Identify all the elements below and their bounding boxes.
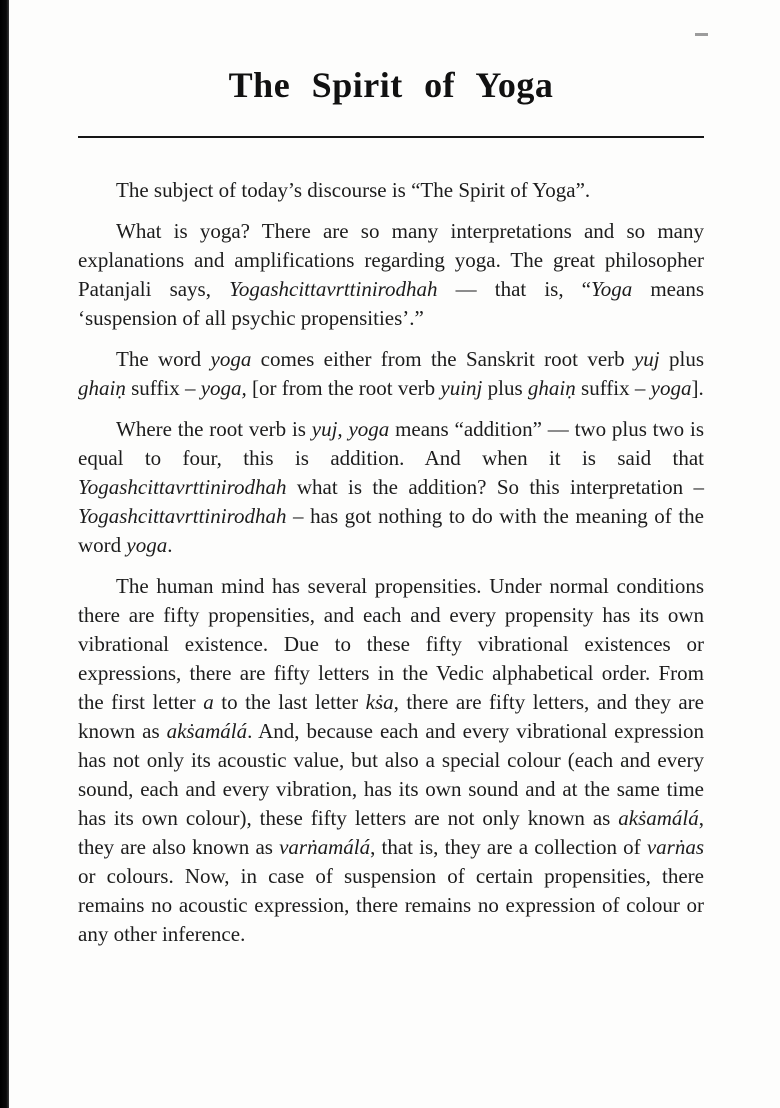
text-run: . bbox=[167, 533, 173, 557]
text-run: The word bbox=[116, 347, 211, 371]
text-run: [or from the root verb bbox=[246, 376, 441, 400]
text-run: to the last letter bbox=[213, 690, 366, 714]
italic-text-run: Yogashcittavrttinirodhah bbox=[78, 475, 287, 499]
text-run: what is the addition? So this interpretation – bbox=[286, 475, 704, 499]
italic-text-run: yoga bbox=[650, 376, 692, 400]
text-run: , that is, they are a collection of bbox=[370, 835, 647, 859]
paragraph bbox=[78, 345, 704, 403]
text-run: plus bbox=[482, 376, 528, 400]
italic-text-run: varṅas bbox=[646, 835, 704, 859]
text-run: The human mind has several propensities. Under normal conditions there are fifty propensities, and each and every propensity has its own vibrational existence. Due to these fifty vibrational existences or expressions, there are fifty letters in the Vedic alphabetical order. From the first letter bbox=[78, 574, 704, 714]
italic-text-run: akṡamálá bbox=[166, 719, 248, 743]
italic-text-run: varṅamálá bbox=[279, 835, 371, 859]
page-text bbox=[78, 176, 704, 949]
text-run: or colours. Now, in case of suspension of certain propensities, there remains no acoustic expression, there remains no expression of colour or any other inference. bbox=[78, 864, 704, 946]
text-run: plus bbox=[659, 347, 704, 371]
paragraph bbox=[78, 217, 704, 333]
italic-text-run: akṡamálá bbox=[618, 806, 699, 830]
text-run: ]. bbox=[691, 376, 704, 400]
text-run: suffix – bbox=[125, 376, 201, 400]
title-rule bbox=[78, 136, 704, 138]
italic-text-run: Yogashcittavrttinirodhah bbox=[78, 504, 287, 528]
text-run: — that is, “ bbox=[437, 277, 591, 301]
italic-text-run: a bbox=[203, 690, 214, 714]
italic-text-run: Yogashcittavrttinirodhah bbox=[229, 277, 438, 301]
italic-text-run: yuj bbox=[633, 347, 660, 371]
text-run: The subject of today’s discourse is “The Spirit of Yoga”. bbox=[116, 178, 591, 202]
italic-text-run: yoga bbox=[210, 347, 252, 371]
scan-edge-left bbox=[0, 0, 9, 1108]
italic-text-run: kṡa bbox=[365, 690, 394, 714]
text-run: . And, because each and every vibrational expression has not only its acoustic value, but also a special colour (each and every sound, each and every vibration, has its own sound and at the same time has its own colour), these fifty letters are not only known as bbox=[78, 719, 704, 830]
italic-text-run: yoga, bbox=[200, 376, 247, 400]
italic-text-run: yoga bbox=[126, 533, 168, 557]
title-block bbox=[78, 64, 704, 138]
text-run: , they are also known as bbox=[78, 806, 704, 859]
text-run: , there are fifty letters, and they are known as bbox=[78, 690, 704, 743]
text-run: means “addition” — two plus two is equal to four, this is addition. And when it is said that bbox=[78, 417, 704, 470]
text-run: comes either from the Sanskrit root verb bbox=[251, 347, 634, 371]
italic-text-run: ghaiṇ bbox=[78, 376, 126, 400]
italic-text-run: ghaiṇ bbox=[527, 376, 576, 400]
paragraph bbox=[78, 572, 704, 949]
italic-text-run: yuj, yoga bbox=[311, 417, 390, 441]
text-run: Where the root verb is bbox=[116, 417, 312, 441]
italic-text-run: Yoga bbox=[590, 277, 633, 301]
paragraph bbox=[78, 415, 704, 560]
italic-text-run: yuinj bbox=[440, 376, 483, 400]
scan-artifact-mark bbox=[695, 33, 708, 36]
text-run: suffix – bbox=[575, 376, 651, 400]
paragraph bbox=[78, 176, 704, 205]
text-run: What is yoga? There are so many interpretations and so many explanations and amplifications regarding yoga. The great philosopher Patanjali says, bbox=[78, 219, 704, 301]
text-run: means ‘suspension of all psychic propensities’.” bbox=[78, 277, 704, 330]
text-run: – has got nothing to do with the meaning of the word bbox=[78, 504, 704, 557]
page-title: The Spirit of Yoga bbox=[228, 65, 554, 105]
